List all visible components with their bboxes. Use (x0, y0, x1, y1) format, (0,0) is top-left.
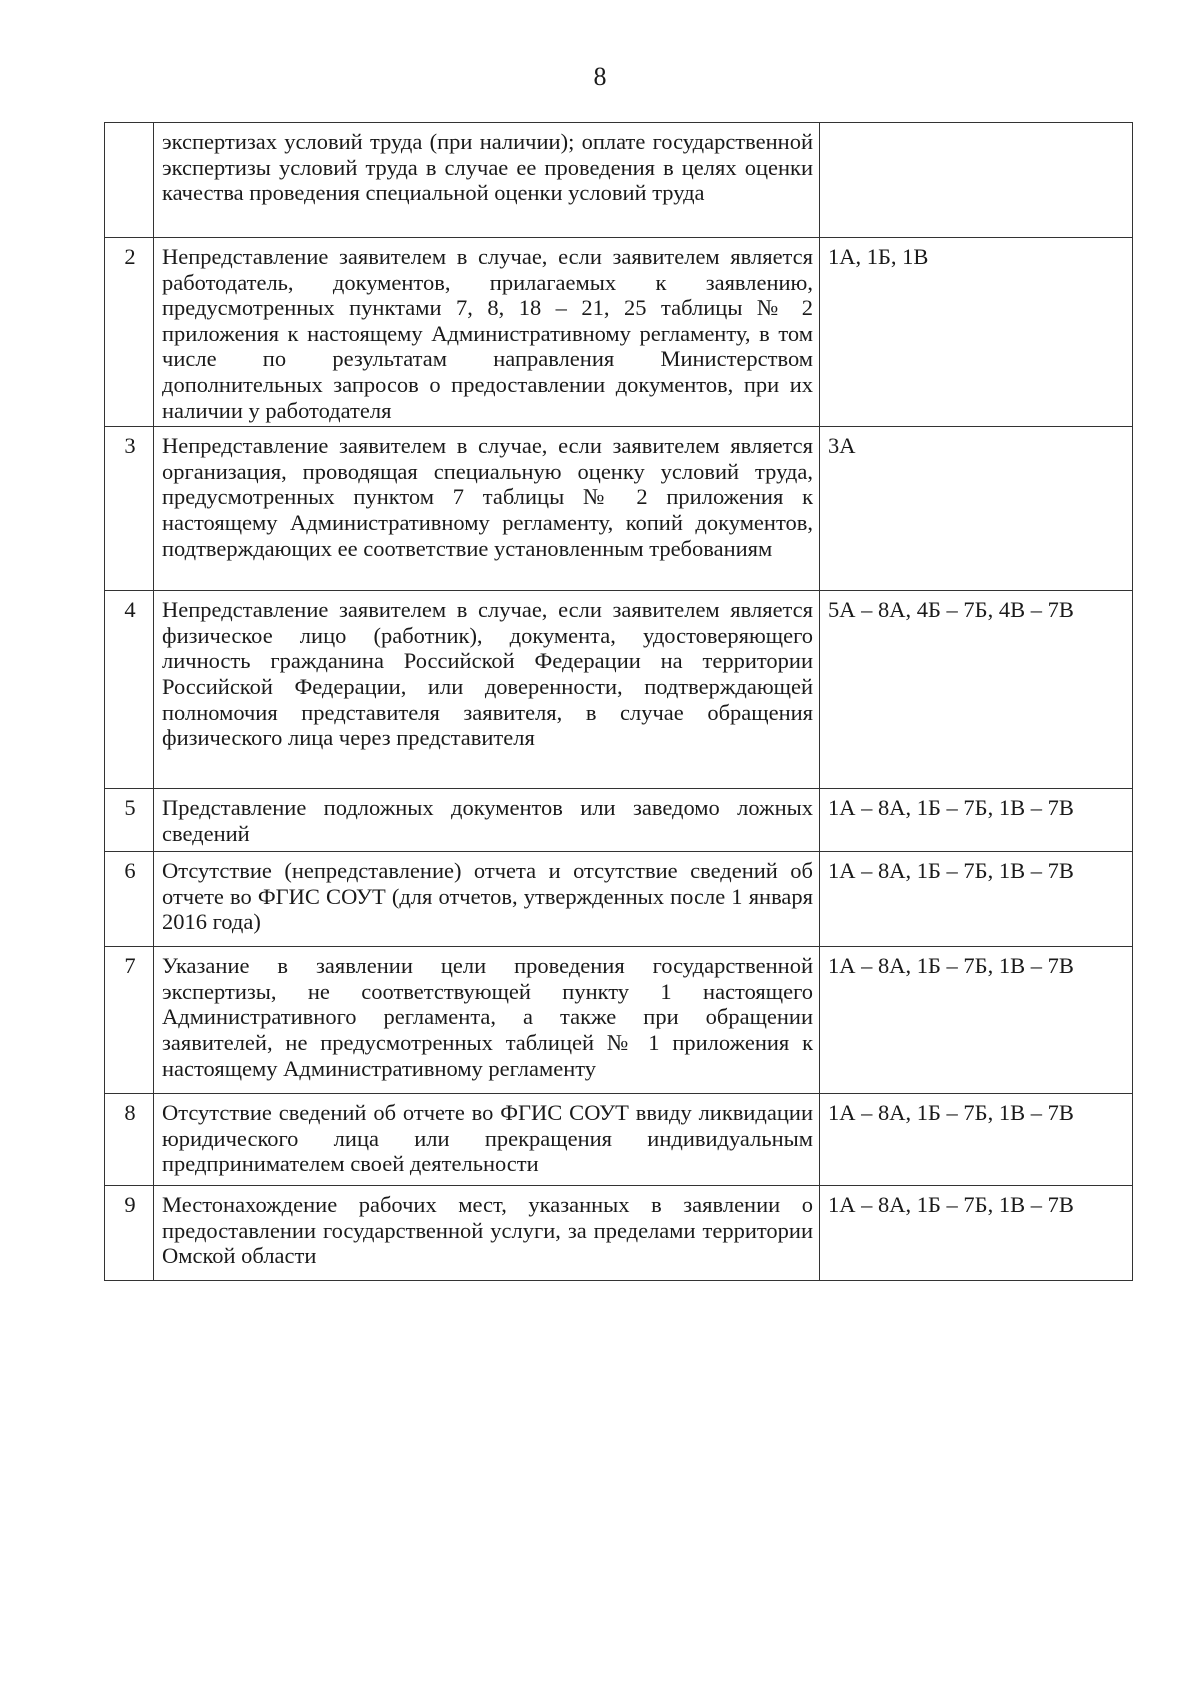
table-row (105, 238, 1133, 427)
table-row (105, 852, 1133, 947)
grounds-table (104, 122, 1133, 1281)
table-row (105, 1094, 1133, 1186)
row-codes: 1А – 8А, 1Б – 7Б, 1В – 7В (820, 1186, 1133, 1281)
page-number: 8 (593, 62, 607, 91)
table-row (105, 123, 1133, 238)
row-codes: 1А – 8А, 1Б – 7Б, 1В – 7В (820, 947, 1133, 1094)
row-codes (820, 123, 1133, 238)
table-row (105, 947, 1133, 1094)
row-codes: 1А – 8А, 1Б – 7Б, 1В – 7В (820, 789, 1133, 852)
row-text: Непредставление заявителем в случае, если заявителем является физическое лицо (работник), документа, удостоверяющего личность гражданина Российской Федерации на территории Российской Федерации, или доверенности, подтверждающей полномочия представителя заявителя, в случае обращения физического лица через представителя (154, 591, 820, 789)
row-codes: 1А, 1Б, 1В (820, 238, 1133, 427)
row-text: Отсутствие сведений об отчете во ФГИС СОУТ ввиду ликвидации юридического лица или прекращения индивидуальным предпринимателем своей деятельности (154, 1094, 820, 1186)
row-text: Непредставление заявителем в случае, если заявителем является организация, проводящая специальную оценку условий труда, предусмотренных пунктом 7 таблицы № 2 приложения к настоящему Административному регламенту, копий документов, подтверждающих ее соответствие установленным требованиям (154, 427, 820, 591)
row-codes: 3А (820, 427, 1133, 591)
row-number: 2 (105, 238, 154, 427)
table-row (105, 1186, 1133, 1281)
row-number: 4 (105, 591, 154, 789)
row-number: 5 (105, 789, 154, 852)
table-row (105, 427, 1133, 591)
row-codes: 5А – 8А, 4Б – 7Б, 4В – 7В (820, 591, 1133, 789)
row-number: 7 (105, 947, 154, 1094)
row-text: Отсутствие (непредставление) отчета и отсутствие сведений об отчете во ФГИС СОУТ (для отчетов, утвержденных после 1 января 2016 года) (154, 852, 820, 947)
row-text: Представление подложных документов или заведомо ложных сведений (154, 789, 820, 852)
row-number: 3 (105, 427, 154, 591)
row-number (105, 123, 154, 238)
row-number: 8 (105, 1094, 154, 1186)
row-text: Местонахождение рабочих мест, указанных в заявлении о предоставлении государственной услуги, за пределами территории Омской области (154, 1186, 820, 1281)
row-text: Непредставление заявителем в случае, если заявителем является работодатель, документов, прилагаемых к заявлению, предусмотренных пунктами 7, 8, 18 – 21, 25 таблицы № 2 приложения к настоящему Административному регламенту, в том числе по результатам направления Министерством дополнительных запросов о предоставлении документов, при их наличии у работодателя (154, 238, 820, 427)
row-text: Указание в заявлении цели проведения государственной экспертизы, не соответствующей пункту 1 настоящего Административного регламента, а также при обращении заявителей, не предусмотренных таблицей № 1 приложения к настоящему Административному регламенту (154, 947, 820, 1094)
row-codes: 1А – 8А, 1Б – 7Б, 1В – 7В (820, 1094, 1133, 1186)
table-row (105, 591, 1133, 789)
row-text: экспертизах условий труда (при наличии); оплате государственной экспертизы условий труда в случае ее проведения в целях оценки качества проведения специальной оценки условий труда (154, 123, 820, 238)
row-codes: 1А – 8А, 1Б – 7Б, 1В – 7В (820, 852, 1133, 947)
row-number: 9 (105, 1186, 154, 1281)
table-row (105, 789, 1133, 852)
row-number: 6 (105, 852, 154, 947)
